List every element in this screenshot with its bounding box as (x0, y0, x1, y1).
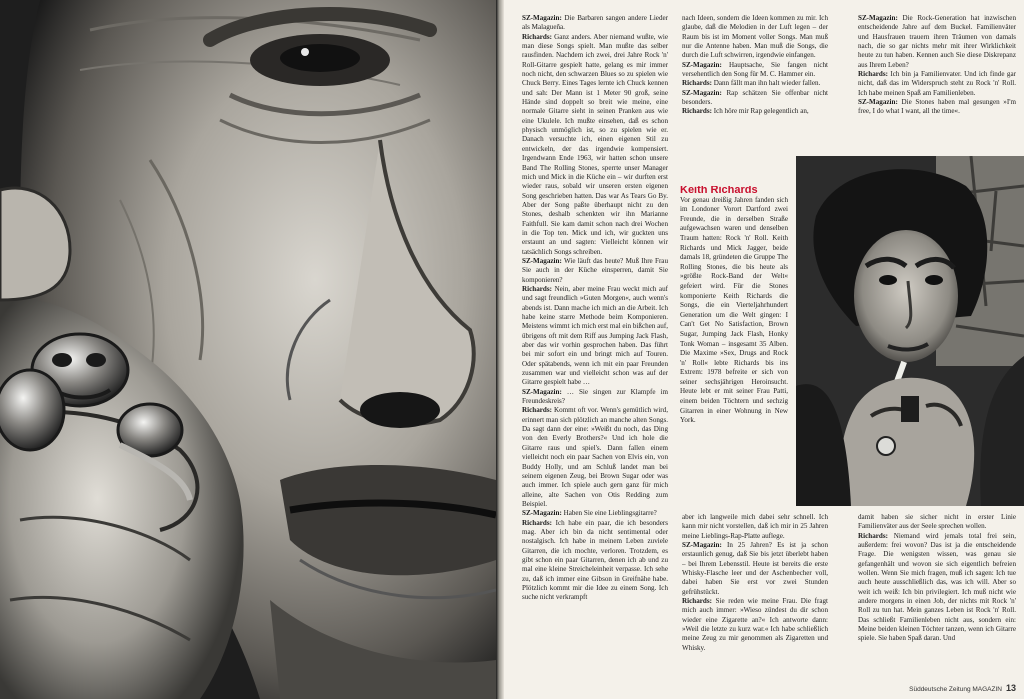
interview-paragraph (522, 509, 668, 518)
speaker-label: SZ-Magazin: (682, 88, 722, 97)
paragraph-text: Die Barbaren sangen andere Lieder als Malagueña. (522, 14, 668, 32)
footer-magazine-label: Süddeutsche Zeitung MAGAZIN (909, 686, 1002, 693)
interview-paragraph (522, 14, 668, 33)
paragraph-text: nach Ideen, sondern die Ideen kommen zu mir. Ich glaube, daß die Melodien in der Luft legen – der Raum bis ist im Moment voller Songs. Man muß nur die Antenne haben. Man muß die Songs, die durch die Luft schwirren, irgendwie einfangen. (682, 14, 828, 60)
speaker-label: SZ-Magazin: (682, 541, 722, 550)
paragraph-text: Sie reden wie meine Frau. Die fragt mich auch immer: »Wieso zündest du dir schon wieder eine Zigarette an?« Ich antworte dann: »Weil die letzte zu kurz war.« Ich habe schließlich meine Zeug zu mir genommen als Zigaretten und Whisky. (682, 597, 828, 652)
interview-paragraph (858, 532, 1016, 644)
interview-paragraph (522, 388, 668, 407)
speaker-label: Richards: (858, 70, 888, 79)
paragraph-text: … Sie singen zur Klampfe im Freundeskreis? (522, 387, 668, 406)
speaker-label: SZ-Magazin: (522, 509, 562, 518)
paragraph-text: damit haben sie sicher nicht in erster Linie Familienväter aus der Seele sprechen wollen. (858, 513, 1016, 531)
paragraph-text: Niemand wird jemals total frei sein, außerdem: frei wovon? Das ist ja die entscheidende Frage. Die wenigsten wissen, was genau sie gefangenhält und wovon sie sich eigentlich befreien wollen. Wenn Sie mich fragen, muß ich sagen: Ich tue auch heute ausschließlich das, was ich will. Aber so weit ich weiß: Ich bin privilegiert. Ich muß nicht wie andere morgens in einen Job, der nichts mit Rock 'n' Roll zu tun hat. Mein ganzes Leben ist Rock 'n' Roll. Das schließt Familienleben nicht aus, sondern ein: Meine beiden kleinen Töchter tanzen, wenn ich Gitarre spiele. Sie haben Spaß daran. Und (858, 531, 1016, 643)
article-page (504, 0, 1024, 699)
interview-paragraph (522, 406, 668, 509)
speaker-label: Richards: (522, 518, 552, 527)
paragraph-text: In 25 Jahren? Es ist ja schon erstaunlich genug, daß Sie bis jetzt überlebt haben – bei Ihrem Lebensstil. Heute ist bereits die erste Whisky-Flasche leer und der Aschenbecher voll, dabei haben Sie erst vor zwei Stunden gefrühstückt. (682, 541, 828, 596)
interview-paragraph (682, 541, 828, 597)
portrait-photo (0, 0, 496, 699)
interview-paragraph (682, 61, 828, 80)
paragraph-text: Hauptsache, Sie fangen nicht versehentlich den Song für M. C. Hammer ein. (682, 60, 828, 79)
interview-paragraph (682, 597, 828, 653)
speaker-label: Richards: (522, 32, 552, 41)
interview-paragraph (858, 513, 1016, 532)
speaker-label: Richards: (858, 531, 888, 540)
interview-paragraph (522, 285, 668, 388)
paragraph-text: Nein, aber meine Frau weckt mich auf und sagt freundlich »Guten Morgen«, auch wenn's abends ist. Dann mache ich mich an die Arbeit. Ich habe keine starre Methode beim Komponieren. Meistens wimmt ich mich erst mal ein bißchen auf, übrigens oft mit dem Riff aus Jumping Jack Flash, aber das wir vorhin gesprochen haben. Das führt bei mir sofort ein und bringt mich auf Touren. Oder spätabends, wenn ich mit ein paar Freunden zusammen war und vielleicht schon was auf der Gitarre gespielt habe … (522, 284, 668, 387)
speaker-label: SZ-Magazin: (522, 14, 562, 22)
article-column-3-bottom (858, 513, 1016, 673)
paragraph-text: aber ich langweile mich dabei sehr schnell. Ich kann mir nicht vorstellen, daß ich mir in 25 Jahren meine Lieblings-Rap-Platte auflege. (682, 513, 828, 540)
speaker-label: SZ-Magazin: (858, 14, 898, 22)
paragraph-text: Wie läuft das heute? Muß Ihre Frau Sie auch in der Küche einsperren, damit Sie komponieren? (522, 256, 668, 284)
interview-paragraph (682, 14, 828, 61)
paragraph-text: Die Rock-Generation hat inzwischen entscheidende Jahre auf dem Buckel. Familienväter und Hausfrauen trauern ihren Träumen von damals nach, die so gar nichts mehr mit ihrer Wirklichkeit heute zu tun haben. Kennen auch Sie diese Diskrepanz aus Ihrem Leben? (858, 14, 1016, 69)
interview-paragraph (682, 79, 828, 88)
face-closeup-image (0, 0, 496, 699)
speaker-label: SZ-Magazin: (858, 98, 898, 107)
paragraph-text: Ganz anders. Aber niemand wußte, wie man diese Songs spielt. Man mußte das selber rausfinden. Nachdem ich zwei, drei Jahre Rock 'n' Roll-Gitarre gespielt hatte, gelang es mir immer noch nicht, den schwarzen Blues so zu spielen wie Chuck Berry. Eines Tages lernte ich Chuck kennen und sah: Der Mann ist 1 Meter 90 groß, seine Hände sind doppelt so breit wie meine, eine normale Gitarre sieht in seinen Pranken aus wie eine Ukulele. Ich mußte einsehen, daß es schon physisch unmöglich ist, so zu spielen wie er. Danach versuchte ich, einen eigenen Stil zu entwickeln, der das irgendwie kompensiert. Irgendwann Ende 1963, wir hatten schon unsere Band The Rolling Stones, sperrte unser Manager mich und Mick in die Küche ein – wir durften erst wieder raus, sobald wir unseren ersten eigenen Song geschrieben hatten. Das war As Tears Go By. Aber der Song paßte überhaupt nicht zu den Stones, deshalb schenkten wir ihn Marianne Faithfull. Sie kam damit schon nach drei Wochen in die Top ten. Mick und ich, wir guckten uns erstaunt an und sagten: Vielleicht können wir tatsächlich Songs schreiben. (522, 32, 668, 256)
speaker-label: SZ-Magazin: (522, 256, 562, 265)
interview-paragraph (522, 257, 668, 285)
interview-paragraph (682, 107, 828, 116)
paragraph-text: Die Stones haben mal gesungen »I'm free, I do what I want, all the time«. (858, 98, 1016, 116)
page-number: 13 (1005, 683, 1016, 693)
speaker-label: Richards: (682, 107, 712, 116)
speaker-label: SZ-Magazin: (682, 60, 722, 69)
article-column-2-top (682, 14, 828, 149)
interview-paragraph (858, 98, 1016, 117)
article-column-2-bottom (682, 513, 828, 683)
keith-richards-smoking-image (796, 156, 1024, 506)
interview-paragraph (522, 33, 668, 257)
interview-paragraph (522, 519, 668, 603)
article-column-1 (522, 14, 668, 674)
speaker-label: Richards: (682, 79, 712, 88)
bio-box-text: Vor genau dreißig Jahren fanden sich im Londoner Vorort Dartford zwei Freunde, die in derselben Straße aufgewachsen waren und denselben Traum hatten: Rock 'n' Roll. Keith Richards und Mick Jagger, beide damals 18, gründeten die Gruppe The Rolling Stones, die bis heute als »größte Rock-Band der Welt« gefeiert wird. Für die Stones komponierte Keith Richards die Songs, die ein Vierteljahrhundert Generation um die Welt gingen: I Can't Get No Satisfaction, Brown Sugar, Jumping Jack Flash, Honky Tonk Woman – insgesamt 35 Alben. Die Maxime »Sex, Drugs and Rock 'n' Roll« lebte Richards bis ins Extrem: 1978 befreite er sich von seiner sechsjährigen Heroinsucht. Heute lebt er mit seiner Frau Patti, einem beiden Töchtern und sechzig Gitarren in einer Wohnung in New York. (680, 195, 788, 425)
interview-paragraph (682, 513, 828, 541)
paragraph-text: Haben Sie eine Lieblingsgitarre? (561, 509, 657, 518)
paragraph-text: Ich habe ein paar, die ich besonders mag. Aber ich bin da nicht sentimental oder nostalgisch. Ich habe in meinem Leben zuviele Gitarren, die ich mochte, verloren. Trotzdem, es gibt schon ein paar Gitarren, denen ich ab und zu mal eine kleine Streicheleinheit verpasse. Ich sehe zu, daß ich immer eine Gibson in Greifnähe habe. Plötzlich kommt mir die Idee zu einem Song. Ich suche nicht verkrampft (522, 518, 668, 602)
speaker-label: Richards: (522, 284, 552, 293)
paragraph-text: Ich höre mir Rap gelegentlich an, (711, 107, 809, 116)
speaker-label: Richards: (682, 597, 712, 606)
bio-box-title: Keith Richards (680, 186, 758, 196)
bio-box (680, 186, 788, 506)
interview-paragraph (858, 14, 1016, 70)
page-gutter (496, 0, 504, 699)
speaker-label: Richards: (522, 406, 552, 415)
smoking-portrait-photo (796, 156, 1024, 506)
interview-paragraph (682, 89, 828, 108)
article-column-3-top (858, 14, 1016, 149)
speaker-label: SZ-Magazin: (522, 387, 562, 396)
paragraph-text: Ich bin ja Familienvater. Und ich finde gar nicht, daß das im Widerspruch steht zu Rock 'n' Roll. Ich habe meinen Spaß am Familienleben. (858, 70, 1016, 97)
paragraph-text: Dann fällt man ihn halt wieder fallen. (711, 79, 821, 88)
page-footer (909, 683, 1016, 693)
interview-paragraph (858, 70, 1016, 98)
paragraph-text: Rap schätzen Sie offenbar nicht besonders. (682, 88, 828, 107)
paragraph-text: Kommt oft vor. Wenn's gemütlich wird, erinnert man sich plötzlich an manche alten Songs. Da sagt dann der eine: »Weißt du noch, das Ding von den Everly Brothers?« Und ich hole die Gitarre raus und spiel's. Dann fallen einem vielleicht noch ein paar Sachen von Elvis ein, von Buddy Holly, und am Schluß landet man bei seinem eigenen Zeug, bei Brown Sugar oder was auch immer. Ich spiele auch gern ganz für mich alleine, alte Sachen von Otis Redding zum Beispiel. (522, 406, 668, 508)
